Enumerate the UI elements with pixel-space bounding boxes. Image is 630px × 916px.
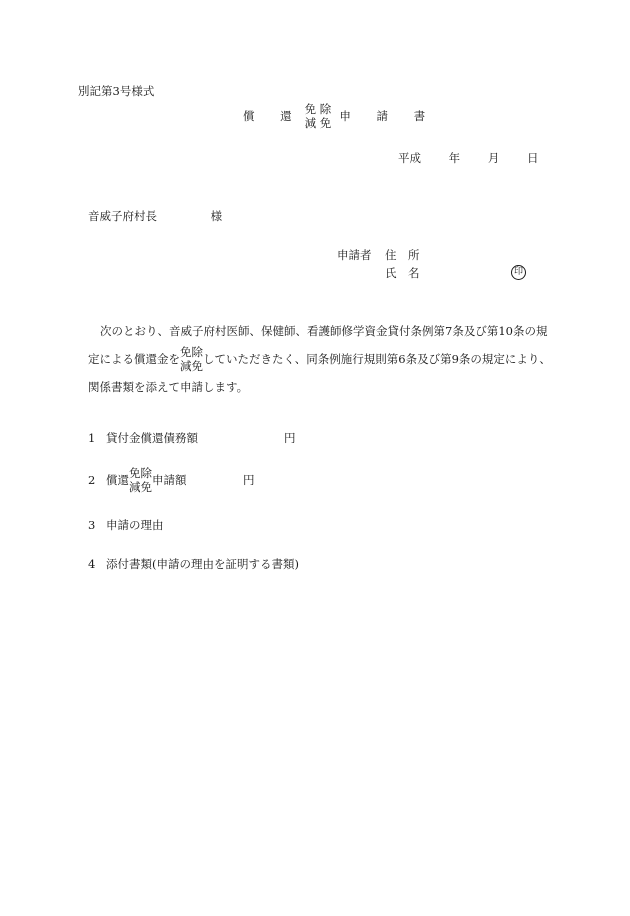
title-stack-top: 免 除 [304, 102, 332, 116]
body-line-2-post: していただきたく、同条例施行規則第6条及び第9条の規定により、 [203, 352, 551, 366]
item-2-stack-top: 免除 [129, 466, 152, 480]
title-stack-bottom: 減 免 [304, 116, 332, 131]
item-4-number: 4 [88, 557, 96, 571]
addressee-honorific: 様 [210, 209, 223, 223]
item-3-number: 3 [88, 518, 96, 532]
applicant-label: 申請者 [337, 248, 372, 262]
seal-mark: 印 [511, 265, 526, 280]
item-4-label: 添付書類(申請の理由を証明する書類) [106, 557, 299, 571]
form-label: 別記第3号様式 [78, 84, 155, 98]
applicant-address-label: 住 所 [385, 248, 420, 262]
item-2-stack [129, 466, 152, 495]
item-3-label: 申請の理由 [106, 518, 164, 532]
body-paragraph [88, 320, 568, 398]
date-month: 月 [487, 151, 500, 165]
item-2-label-post: 申請額 [152, 473, 187, 488]
body-line-3-text: 関係書類を添えて申請します。 [88, 380, 249, 394]
body-line-1-text: 次のとおり、音威子府村医師、保健師、看護師修学資金貸付条例第7条及び第10条の規 [100, 324, 548, 338]
addressee-name: 音威子府村長 [88, 209, 157, 223]
date-line [398, 153, 538, 165]
item-2-number: 2 [88, 473, 96, 488]
item-2 [88, 466, 255, 495]
body-line-2 [88, 342, 568, 376]
item-1 [88, 430, 296, 446]
applicant-name-label: 氏 名 [385, 266, 420, 280]
body-stack-top: 免除 [180, 344, 203, 359]
addressee [88, 211, 222, 223]
date-year: 年 [448, 151, 461, 165]
title-part1: 償 還 [243, 108, 303, 123]
date-day: 日 [526, 151, 539, 165]
title-part2: 申 請 書 [339, 108, 437, 123]
title-stack [305, 102, 332, 131]
body-line-2-pre: 定による償還金を [88, 352, 180, 366]
date-era: 平成 [398, 151, 421, 165]
body-line-1 [88, 320, 568, 342]
item-3 [88, 517, 164, 533]
item-2-label-pre: 償還 [106, 473, 129, 488]
body-stack-bottom: 減免 [180, 359, 203, 373]
body-line-3 [88, 376, 568, 398]
item-1-number: 1 [88, 431, 96, 445]
item-1-unit: 円 [284, 431, 296, 445]
item-1-label: 貸付金償還債務額 [106, 431, 198, 445]
item-4 [88, 556, 299, 572]
item-2-stack-bottom: 減免 [129, 480, 152, 495]
body-line-2-stack [180, 345, 203, 374]
document-title [243, 102, 436, 131]
item-2-unit: 円 [243, 473, 255, 488]
